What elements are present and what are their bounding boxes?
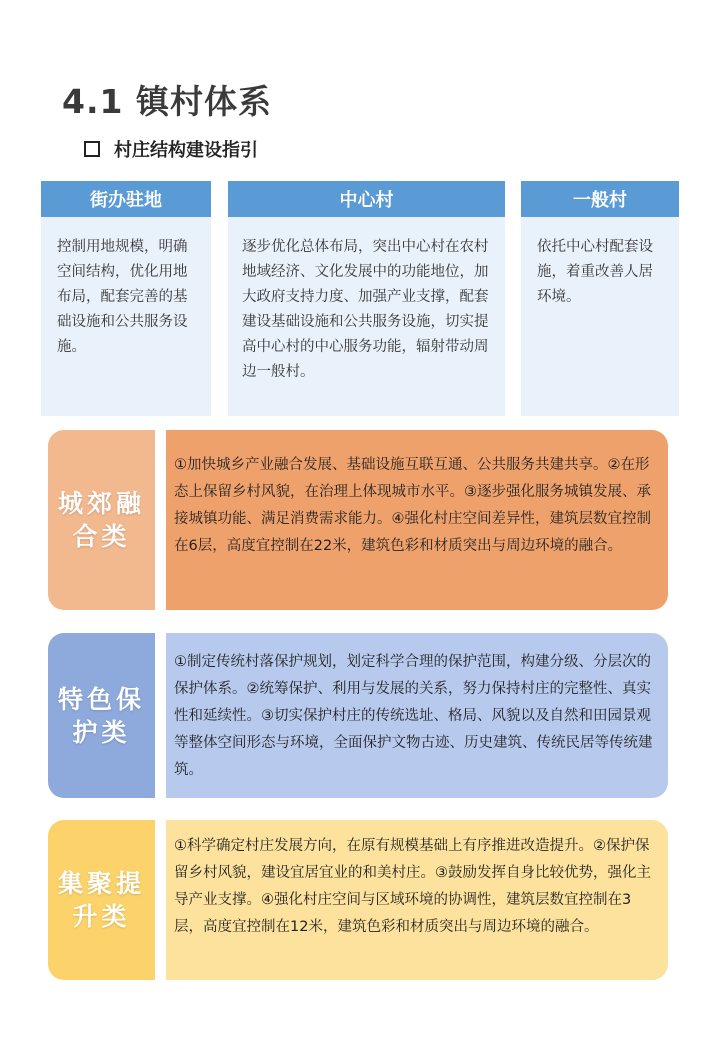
card-central-village bbox=[228, 181, 505, 416]
card-header: 街办驻地 bbox=[41, 181, 211, 217]
category-feature-protection bbox=[48, 633, 668, 798]
category-label-text: 集聚提升类 bbox=[57, 869, 145, 931]
category-label bbox=[48, 430, 155, 610]
category-text: ①加快城乡产业融合发展、基础设施互联互通、公共服务共建共享。②在形态上保留乡村风貌，在治理上体现城市水平。③逐步强化服务城镇发展、承接城镇功能、满足消费需求能力。④强化村庄空间差异性，建筑层数宜控制在6层，高度宜控制在22米，建筑色彩和材质突出与周边环境的融合。 bbox=[166, 430, 668, 610]
card-body: 依托中心村配套设施，着重改善人居环境。 bbox=[537, 239, 653, 305]
category-text: ①科学确定村庄发展方向，在原有规模基础上有序推进改造提升。②保护保留乡村风貌，建设宜居宜业的和美村庄。③鼓励发挥自身比较优势，强化主导产业支撑。④强化村庄空间与区域环境的协调性，建筑层数宜控制在3层，高度宜控制在12米，建筑色彩和材质突出与周边环境的融合。 bbox=[166, 820, 668, 980]
page-title: 4.1 镇村体系 bbox=[62, 82, 272, 121]
category-urban-suburban bbox=[48, 430, 668, 610]
card-general-village bbox=[521, 181, 679, 416]
section-subtitle bbox=[84, 136, 258, 162]
card-street-office bbox=[41, 181, 211, 416]
checkbox-square-icon bbox=[84, 141, 100, 157]
category-text: ①制定传统村落保护规划，划定科学合理的保护范围，构建分级、分层次的保护体系。②统筹保护、利用与发展的关系，努力保持村庄的完整性、真实性和延续性。③切实保护村庄的传统选址、格局、风貌以及自然和田园景观等整体空间形态与环境，全面保护文物古迹、历史建筑、传统民居等传统建筑。 bbox=[166, 633, 668, 798]
card-header: 一般村 bbox=[521, 181, 679, 217]
category-label-text: 特色保护类 bbox=[57, 684, 145, 747]
card-body: 逐步优化总体布局，突出中心村在农村地域经济、文化发展中的功能地位，加大政府支持力度、加强产业支撑，配套建设基础设施和公共服务设施，切实提高中心村的中心服务功能，辐射带动周边一般村。 bbox=[242, 239, 489, 380]
category-label bbox=[48, 820, 155, 980]
subtitle-text: 村庄结构建设指引 bbox=[114, 140, 258, 161]
card-body: 控制用地规模，明确空间结构，优化用地布局，配套完善的基础设施和公共服务设施。 bbox=[57, 239, 188, 355]
category-label-text: 城郊融合类 bbox=[57, 489, 145, 551]
category-label bbox=[48, 633, 155, 798]
card-header: 中心村 bbox=[228, 181, 505, 217]
category-agglomeration bbox=[48, 820, 668, 980]
